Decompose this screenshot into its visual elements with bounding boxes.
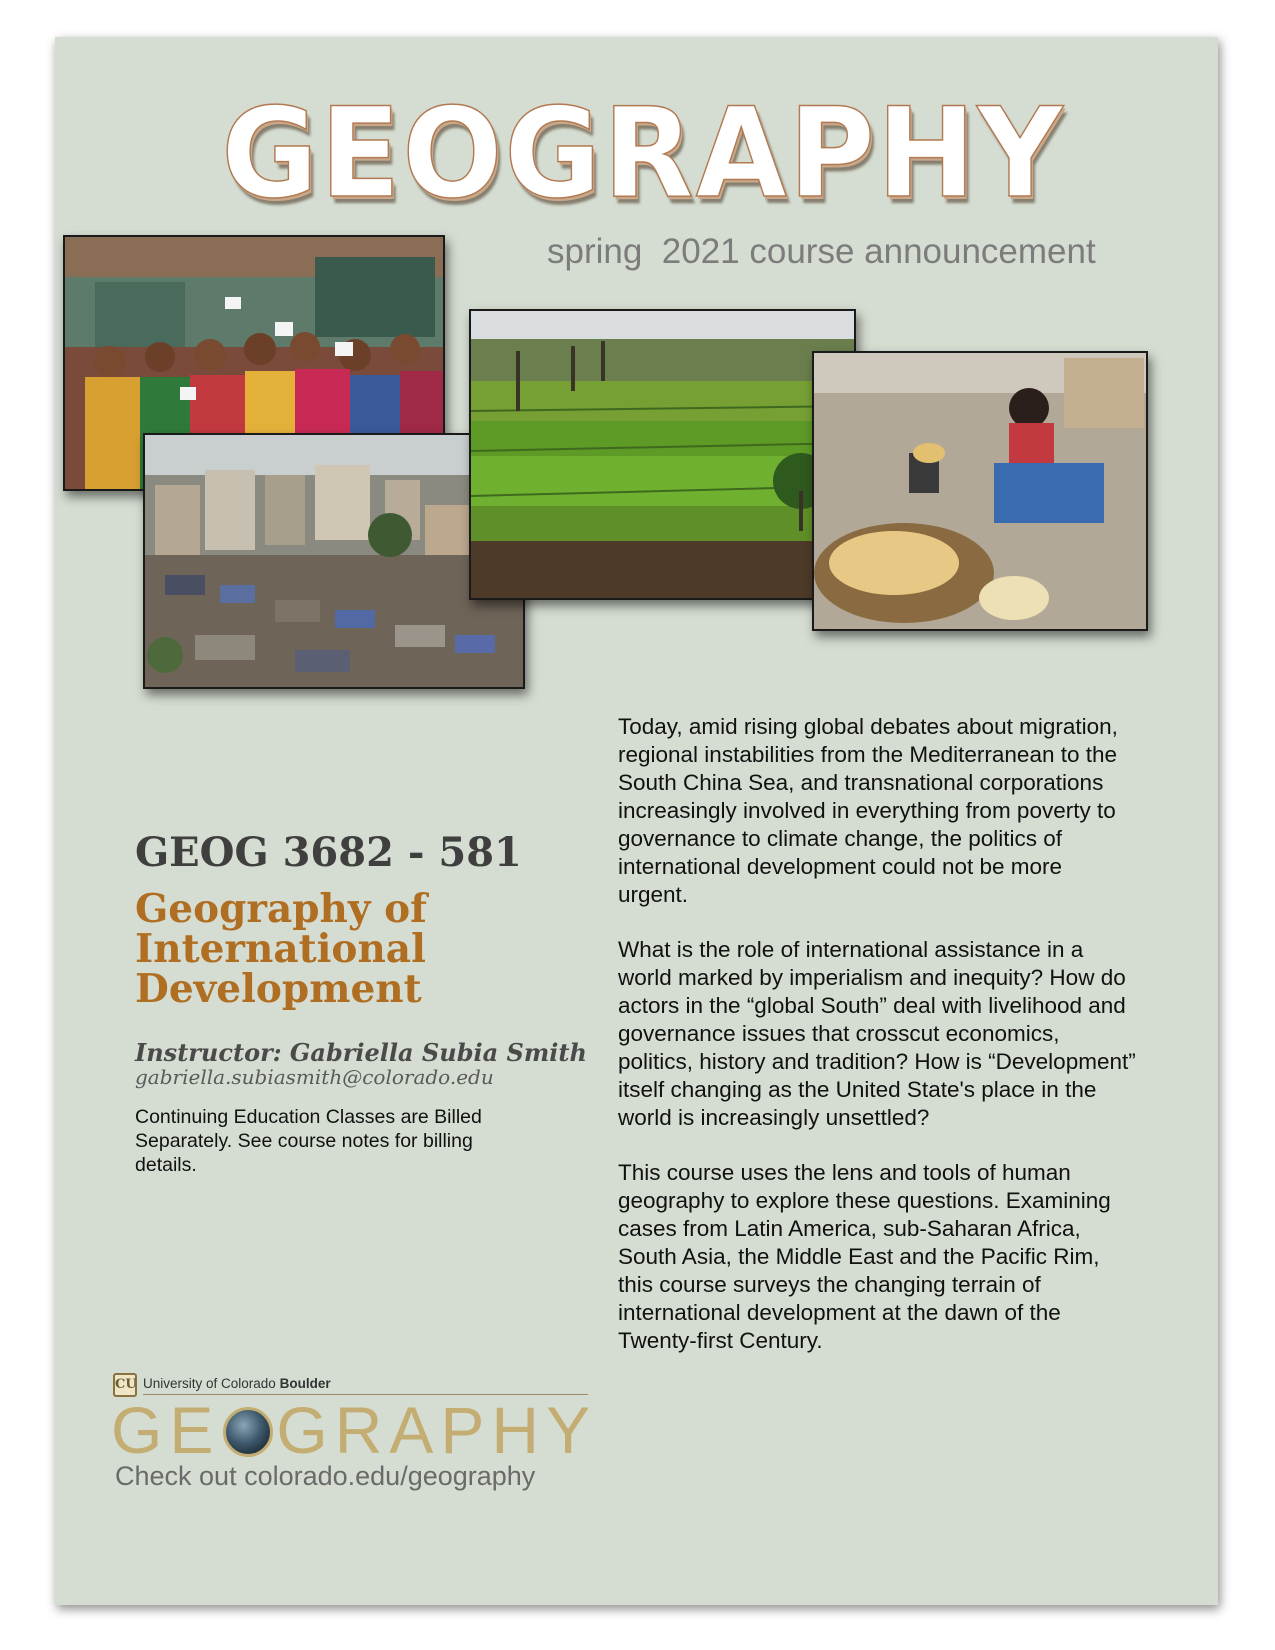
globe-icon <box>223 1407 273 1457</box>
course-title <box>135 886 555 1012</box>
flyer-page <box>55 37 1218 1605</box>
instructor-name: Instructor: Gabriella Subia Smith <box>135 1038 587 1067</box>
university-campus: Boulder <box>279 1376 331 1391</box>
billing-note: Continuing Education Classes are Billed Separately. See course notes for billing details. <box>135 1106 482 1176</box>
photo-woman-cooking <box>812 351 1148 631</box>
headline-title: GEOGRAPHY <box>221 82 1065 226</box>
course-code: GEOG 3682 - 581 <box>135 829 522 876</box>
instructor-email-link[interactable]: gabriella.subiasmith@colorado.edu <box>135 1065 494 1089</box>
course-announcement-subtitle: spring 2021 course announcement <box>547 232 1096 271</box>
photo-green-fields <box>469 309 856 600</box>
university-prefix: University of Colorado <box>143 1376 276 1391</box>
course-title-line: Development <box>135 966 422 1012</box>
university-name <box>143 1376 331 1391</box>
cu-mark-icon: CU <box>113 1373 137 1397</box>
description-paragraph: This course uses the lens and tools of human geography to explore these questions. Examining cases from Latin America, sub-Saharan Africa, South Asia, the Middle East and the Pacific Rim, this course surveys the changing terrain of international development at the dawn of the Twenty-first Century. <box>618 1160 1111 1353</box>
course-title-line: International <box>135 926 426 972</box>
photo-city-rooftops <box>143 433 525 689</box>
wordmark-end: GRAPHY <box>276 1393 598 1467</box>
course-description <box>618 713 1138 1382</box>
department-wordmark <box>111 1393 598 1467</box>
course-title-line: Geography of <box>135 886 427 932</box>
wordmark-start: GE <box>111 1393 221 1467</box>
cu-geography-logo[interactable] <box>111 1373 598 1493</box>
department-website-link[interactable]: Check out colorado.edu/geography <box>115 1461 536 1491</box>
description-paragraph: Today, amid rising global debates about migration, regional instabilities from the Mediterranean to the South China Sea, and transnational corporations increasingly involved in everything from poverty to governance to climate change, the politics of international development could not be more urgent. <box>618 714 1118 907</box>
description-paragraph: What is the role of international assistance in a world marked by imperialism and inequity? How do actors in the “global South” deal with livelihood and governance issues that crosscut economics, politics, history and tradition? How is “Development” itself changing as the United State's place in the world is increasingly unsettled? <box>618 937 1136 1130</box>
